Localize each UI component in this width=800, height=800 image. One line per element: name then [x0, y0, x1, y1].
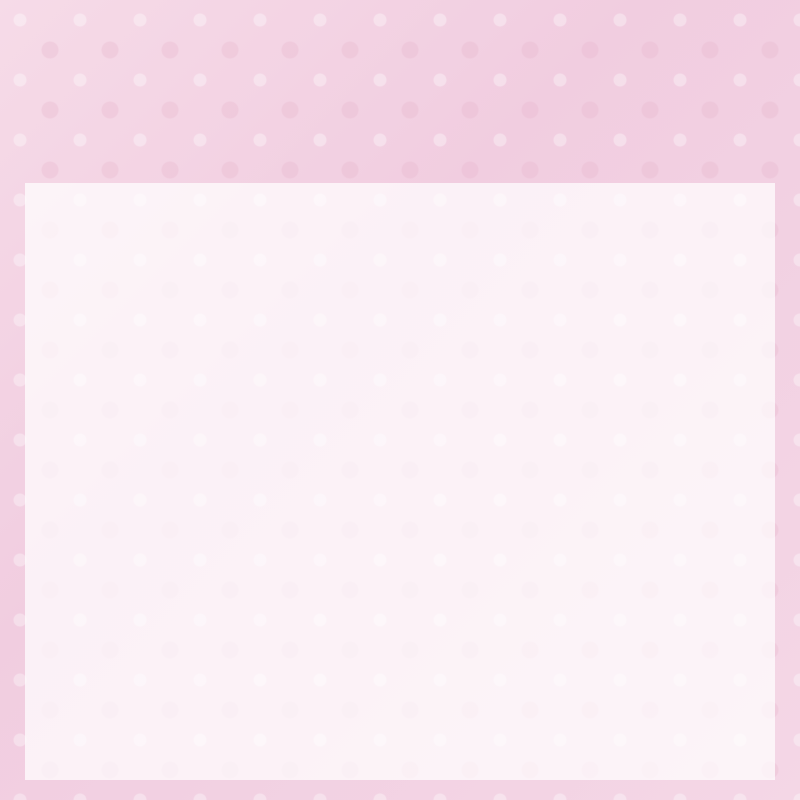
header: [0, 0, 800, 140]
day-heading: [77, 138, 85, 171]
schedule-table: [25, 183, 775, 780]
festival-logo: [70, 24, 280, 26]
